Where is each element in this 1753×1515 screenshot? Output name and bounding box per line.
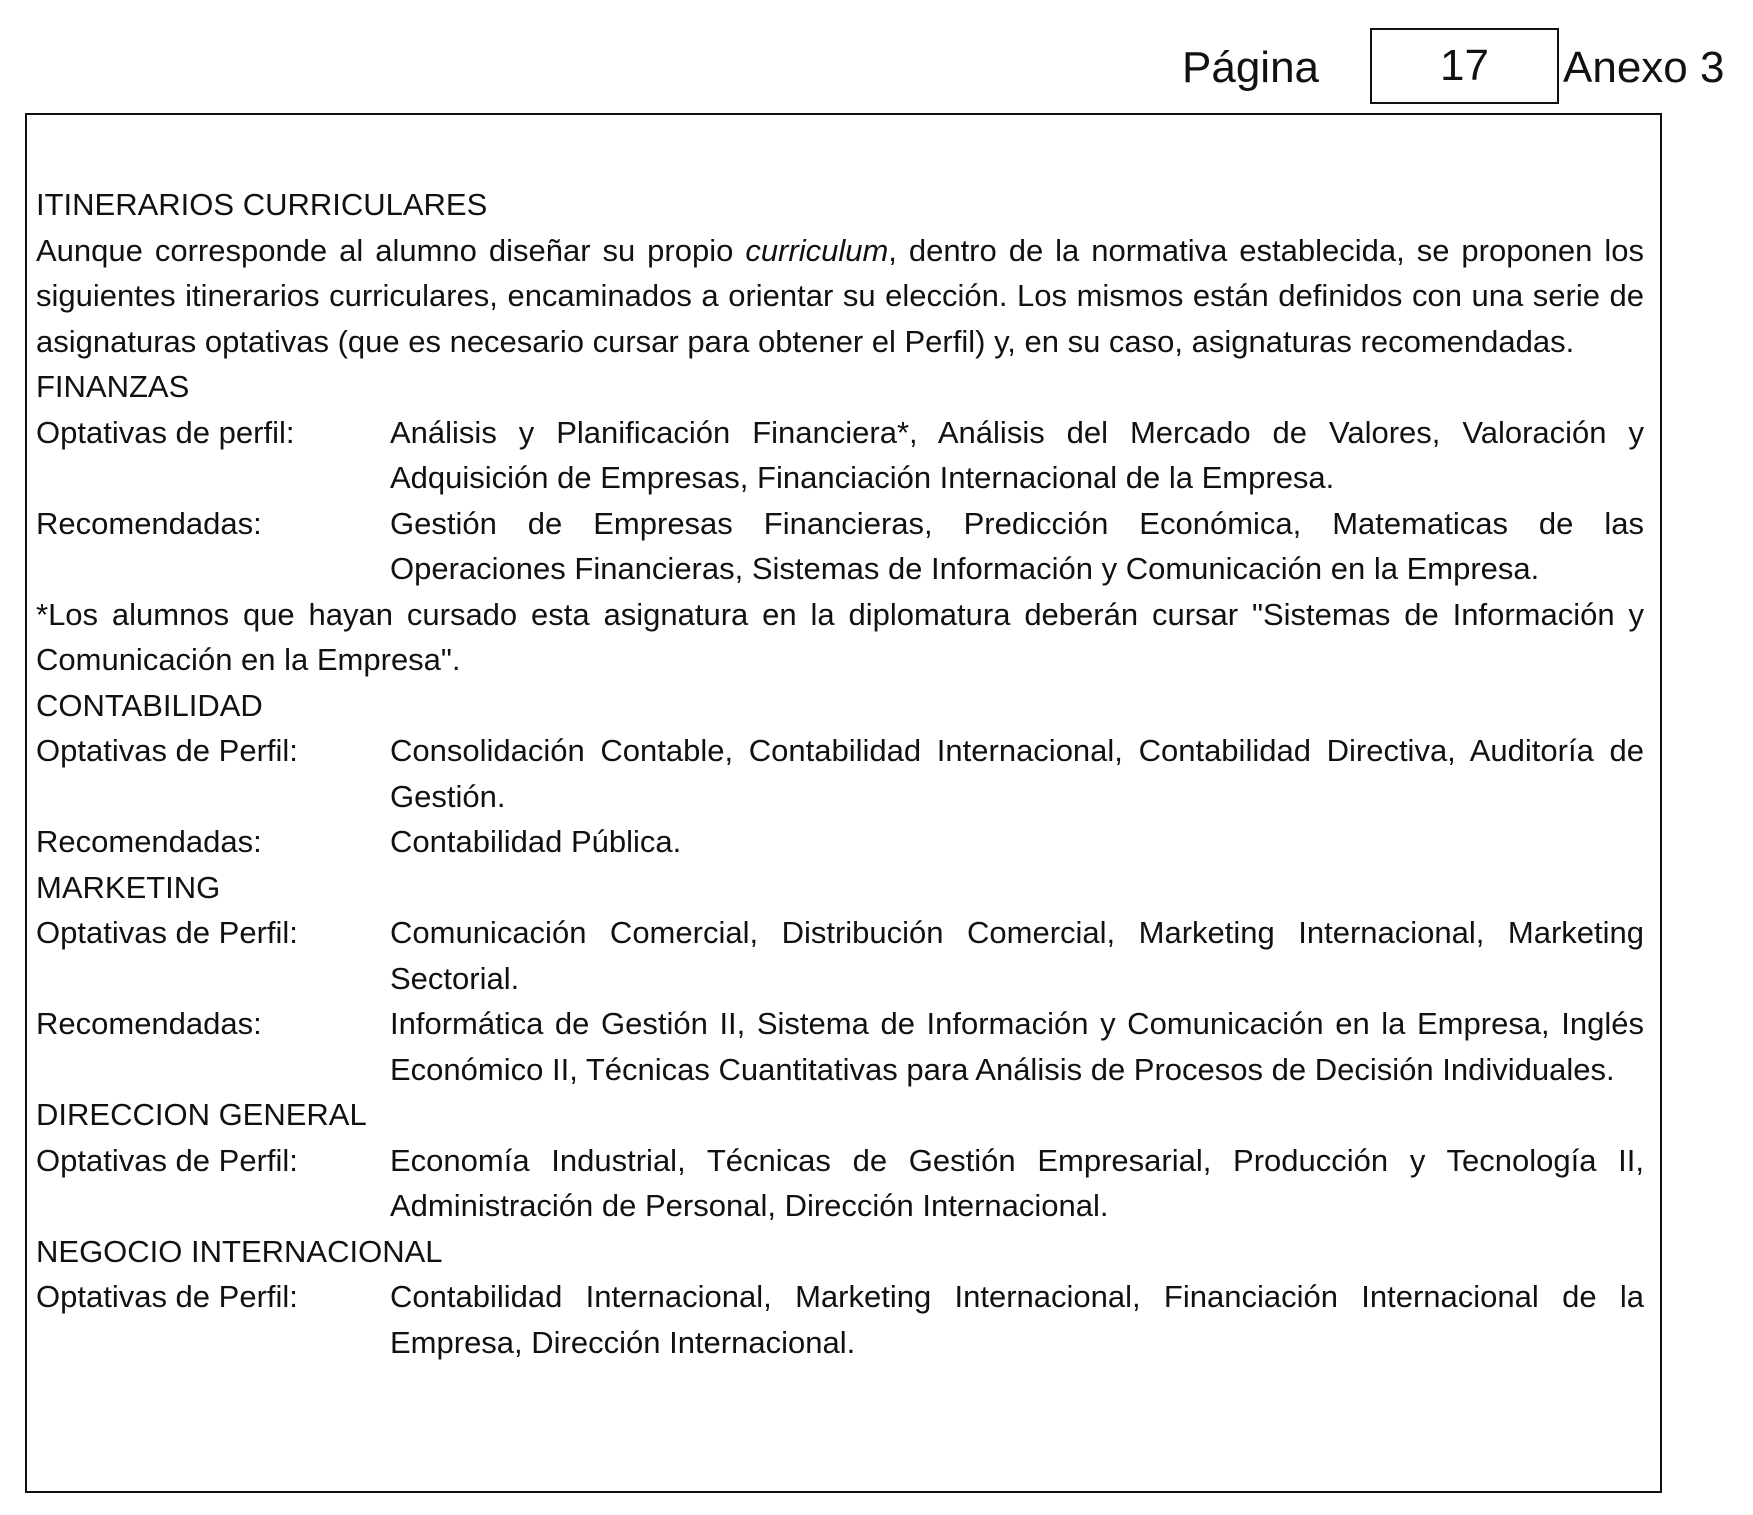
page-number-box: 17 xyxy=(1370,28,1559,104)
finanzas-recomendadas-row xyxy=(36,501,1644,592)
finanzas-optativas-row xyxy=(36,410,1644,501)
marketing-optativas-list: Comunicación Comercial, Distribución Comercial, Marketing Internacional, Marketing Sectorial. xyxy=(390,915,1644,996)
direccion-optativas-list: Economía Industrial, Técnicas de Gestión Empresarial, Producción y Tecnología II, Administración de Personal, Dirección Internacional. xyxy=(390,1142,1644,1223)
intro-paragraph xyxy=(36,228,1644,365)
marketing-recomendadas-label: Recomendadas: xyxy=(36,1006,262,1041)
section-heading-direccion-general: DIRECCION GENERAL xyxy=(36,1097,367,1132)
contabilidad-recomendadas-label: Recomendadas: xyxy=(36,824,262,859)
section-heading-marketing: MARKETING xyxy=(36,869,221,905)
direccion-optativas-row xyxy=(36,1138,1644,1229)
negocio-optativas-row xyxy=(36,1274,1644,1365)
finanzas-optativas-label: Optativas de perfil: xyxy=(36,414,295,450)
intro-italic-term: curriculum xyxy=(745,232,889,268)
contabilidad-recomendadas-row xyxy=(36,819,1644,865)
intro-text-end: , dentro de la normativa establecida, se proponen los siguientes itinerarios curriculares, encaminados a orientar su elección. Los mismos están definidos con una serie de asignaturas optativas (que es necesario cursar para obtener el Perfil) y, en su caso, asignaturas recomendadas. xyxy=(36,232,1644,359)
annex-label: Anexo 3 xyxy=(1563,43,1725,92)
page-label: Página xyxy=(1182,43,1320,92)
finanzas-optativas-list: Análisis y Planificación Financiera*, Análisis del Mercado de Valores, Valoración y Adquisición de Empresas, Financiación Internacional de la Empresa. xyxy=(390,414,1644,495)
document-body xyxy=(36,182,1644,1365)
contabilidad-recomendadas-list: Contabilidad Pública. xyxy=(390,824,682,859)
marketing-recomendadas-list: Informática de Gestión II, Sistema de Información y Comunicación en la Empresa, Inglés Económico II, Técnicas Cuantitativas para Análisis de Procesos de Decisión Individuales. xyxy=(390,1006,1644,1087)
section-heading-contabilidad: CONTABILIDAD xyxy=(36,687,263,723)
section-heading-finanzas: FINANZAS xyxy=(36,369,190,404)
finanzas-recomendadas-list: Gestión de Empresas Financieras, Predicción Económica, Matematicas de las Operaciones Financieras, Sistemas de Información y Comunicación en la Empresa. xyxy=(390,505,1644,586)
finanzas-footnote: *Los alumnos que hayan cursado esta asignatura en la diplomatura deberán cursar "Sistemas de Información y Comunicación en la Empresa". xyxy=(36,596,1644,677)
negocio-optativas-label: Optativas de Perfil: xyxy=(36,1279,298,1314)
marketing-recomendadas-row xyxy=(36,1001,1644,1092)
direccion-optativas-label: Optativas de Perfil: xyxy=(36,1142,298,1178)
contabilidad-optativas-list: Consolidación Contable, Contabilidad Internacional, Contabilidad Directiva, Auditoría de Gestión. xyxy=(390,733,1644,814)
section-heading-negocio-internacional: NEGOCIO INTERNACIONAL xyxy=(36,1233,443,1269)
negocio-optativas-list: Contabilidad Internacional, Marketing Internacional, Financiación Internacional de la Empresa, Dirección Internacional. xyxy=(390,1279,1644,1360)
document-title: ITINERARIOS CURRICULARES xyxy=(36,187,488,222)
intro-text-start: Aunque corresponde al alumno diseñar su propio xyxy=(36,232,746,268)
marketing-optativas-label: Optativas de Perfil: xyxy=(36,915,298,950)
finanzas-recomendadas-label: Recomendadas: xyxy=(36,505,262,541)
page-header xyxy=(0,28,1753,108)
contabilidad-optativas-row xyxy=(36,728,1644,819)
contabilidad-optativas-label: Optativas de Perfil: xyxy=(36,733,298,768)
marketing-optativas-row xyxy=(36,910,1644,1001)
